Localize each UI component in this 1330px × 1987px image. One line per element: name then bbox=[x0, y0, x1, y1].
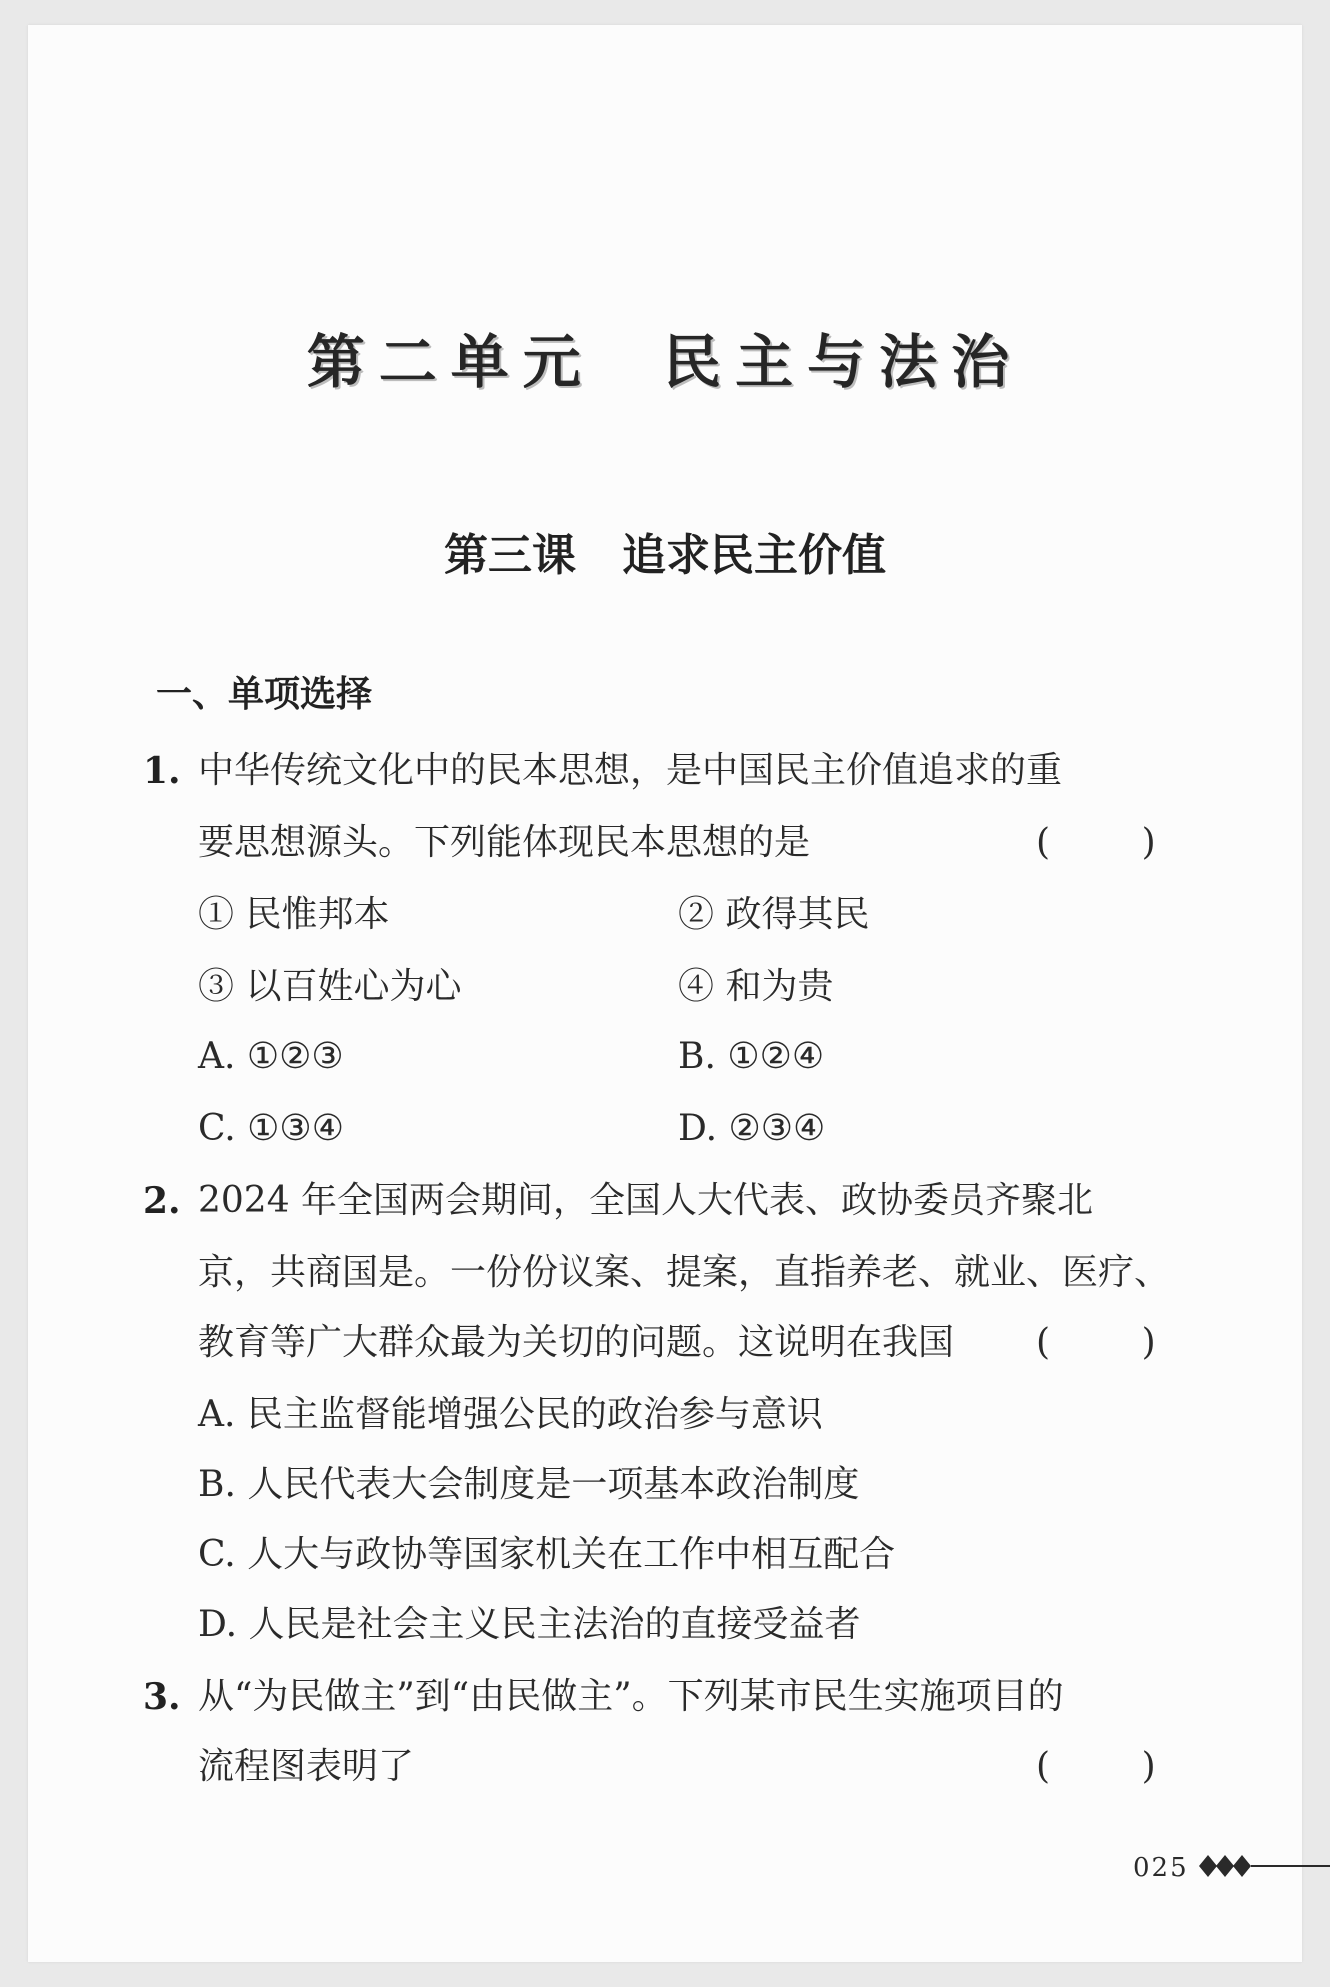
question-1-line-2: 要思想源头。下列能体现民本思想的是 bbox=[198, 822, 811, 863]
question-1-number: 1. bbox=[143, 750, 181, 792]
question-1-option-2: ② 政得其民 bbox=[678, 894, 870, 935]
question-3-answer-blank: ( ) bbox=[1036, 1746, 1156, 1787]
question-1-choice-a: A. ①②③ bbox=[198, 1036, 344, 1077]
diamond-ornament-icon bbox=[1199, 1851, 1330, 1885]
question-2-line-1: 2024 年全国两会期间，全国人大代表、政协委员齐聚北 bbox=[198, 1180, 1094, 1221]
question-1-choice-d: D. ②③④ bbox=[678, 1108, 826, 1149]
question-3-line-1: 从“为民做主”到“由民做主”。下列某市民生实施项目的 bbox=[198, 1676, 1064, 1717]
question-2-choice-d: D. 人民是社会主义民主法治的直接受益者 bbox=[198, 1604, 861, 1645]
question-2-line-3: 教育等广大群众最为关切的问题。这说明在我国 bbox=[198, 1322, 955, 1363]
question-1-option-1: ① 民惟邦本 bbox=[198, 894, 390, 935]
question-3-line-2: 流程图表明了 bbox=[198, 1746, 415, 1787]
question-1-choice-c: C. ①③④ bbox=[198, 1108, 344, 1149]
page-footer bbox=[1133, 1848, 1330, 1888]
question-3-number: 3. bbox=[143, 1676, 181, 1718]
question-1-option-4: ④ 和为贵 bbox=[678, 966, 834, 1007]
question-2-answer-blank: ( ) bbox=[1036, 1322, 1156, 1363]
lesson-title: 第三课 追求民主价值 bbox=[444, 530, 886, 581]
unit-title: 第二单元 民主与法治 bbox=[306, 328, 1024, 396]
question-2-choice-c: C. 人大与政协等国家机关在工作中相互配合 bbox=[198, 1534, 896, 1575]
question-2-number: 2. bbox=[143, 1180, 181, 1222]
question-1-line-1: 中华传统文化中的民本思想，是中国民主价值追求的重 bbox=[198, 750, 1063, 791]
book-page bbox=[28, 25, 1302, 1962]
page-number: 025 bbox=[1133, 1853, 1189, 1883]
section-title: 一、单项选择 bbox=[156, 674, 373, 715]
question-2-choice-a: A. 民主监督能增强公民的政治参与意识 bbox=[198, 1394, 823, 1435]
question-2-line-2: 京，共商国是。一份份议案、提案，直指养老、就业、医疗、 bbox=[198, 1252, 1171, 1293]
question-1-choice-b: B. ①②④ bbox=[678, 1036, 825, 1077]
question-1-option-3: ③ 以百姓心为心 bbox=[198, 966, 462, 1007]
question-1-answer-blank: ( ) bbox=[1036, 822, 1156, 863]
question-2-choice-b: B. 人民代表大会制度是一项基本政治制度 bbox=[198, 1464, 860, 1505]
